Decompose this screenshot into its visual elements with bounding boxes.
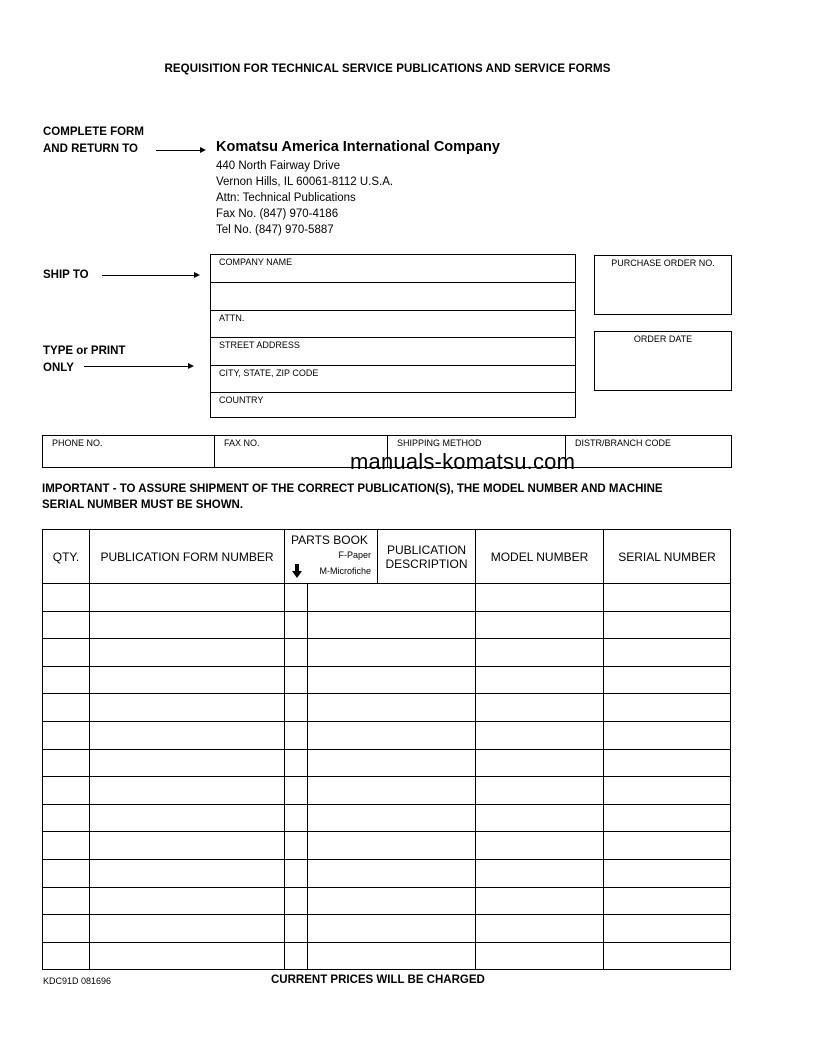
qty-cell[interactable] bbox=[43, 804, 90, 832]
description-cell[interactable] bbox=[308, 832, 476, 860]
form-number-cell[interactable] bbox=[90, 804, 285, 832]
form-number-cell[interactable] bbox=[90, 639, 285, 667]
table-row bbox=[43, 584, 731, 612]
table-row bbox=[43, 666, 731, 694]
model-number-cell[interactable] bbox=[476, 694, 604, 722]
form-number-cell[interactable] bbox=[90, 694, 285, 722]
table-row bbox=[43, 611, 731, 639]
table-row bbox=[43, 832, 731, 860]
price-notice: CURRENT PRICES WILL BE CHARGED bbox=[271, 974, 485, 986]
parts-book-type-cell[interactable] bbox=[285, 859, 308, 887]
parts-book-type-cell[interactable] bbox=[285, 694, 308, 722]
serial-number-cell[interactable] bbox=[604, 666, 731, 694]
parts-book-type-cell[interactable] bbox=[285, 611, 308, 639]
table-row bbox=[43, 639, 731, 667]
ship-to-label: SHIP TO bbox=[43, 269, 89, 281]
col-parts-book: PARTS BOOK F-Paper M-Microfiche bbox=[285, 530, 378, 584]
table-row bbox=[43, 749, 731, 777]
phone-field[interactable]: PHONE NO. bbox=[43, 436, 215, 467]
parts-book-type-cell[interactable] bbox=[285, 721, 308, 749]
qty-cell[interactable] bbox=[43, 859, 90, 887]
description-cell[interactable] bbox=[308, 694, 476, 722]
order-date-field[interactable]: ORDER DATE bbox=[594, 331, 732, 391]
description-cell[interactable] bbox=[308, 749, 476, 777]
purchase-order-field[interactable]: PURCHASE ORDER NO. bbox=[594, 255, 732, 315]
model-number-cell[interactable] bbox=[476, 887, 604, 915]
form-number-cell[interactable] bbox=[90, 832, 285, 860]
form-number-cell[interactable] bbox=[90, 749, 285, 777]
form-title: REQUISITION FOR TECHNICAL SERVICE PUBLICATIONS AND SERVICE FORMS bbox=[164, 63, 611, 75]
col-qty: QTY. bbox=[43, 530, 90, 584]
table-row bbox=[43, 777, 731, 805]
company-name: Komatsu America International Company bbox=[216, 139, 500, 155]
parts-book-type-cell[interactable] bbox=[285, 915, 308, 943]
description-cell[interactable] bbox=[308, 804, 476, 832]
model-number-cell[interactable] bbox=[476, 859, 604, 887]
qty-cell[interactable] bbox=[43, 915, 90, 943]
form-number-cell[interactable] bbox=[90, 721, 285, 749]
company-name-field[interactable]: COMPANY NAME bbox=[211, 255, 575, 283]
form-number-cell[interactable] bbox=[90, 942, 285, 970]
description-cell[interactable] bbox=[308, 942, 476, 970]
important-notice: IMPORTANT - TO ASSURE SHIPMENT OF THE CORRECT PUBLICATION(S), THE MODEL NUMBER AND MACHINE SERIAL NUMBER MUST BE SHOWN. bbox=[42, 483, 663, 511]
publication-table bbox=[42, 529, 731, 970]
model-number-cell[interactable] bbox=[476, 666, 604, 694]
col-serial: SERIAL NUMBER bbox=[604, 530, 731, 584]
table-row bbox=[43, 694, 731, 722]
parts-book-type-cell[interactable] bbox=[285, 832, 308, 860]
ship-to-box bbox=[210, 254, 576, 418]
model-number-cell[interactable] bbox=[476, 942, 604, 970]
type-or-print-label: TYPE or PRINT ONLY bbox=[43, 345, 126, 374]
form-number-cell[interactable] bbox=[90, 915, 285, 943]
city-state-zip-field[interactable]: CITY, STATE, ZIP CODE bbox=[211, 366, 575, 393]
description-cell[interactable] bbox=[308, 777, 476, 805]
complete-form-label: COMPLETE FORM AND RETURN TO bbox=[43, 126, 144, 155]
model-number-cell[interactable] bbox=[476, 721, 604, 749]
form-code: KDC91D 081696 bbox=[43, 976, 112, 986]
serial-number-cell[interactable] bbox=[604, 611, 731, 639]
model-number-cell[interactable] bbox=[476, 639, 604, 667]
qty-cell[interactable] bbox=[43, 584, 90, 612]
serial-number-cell[interactable] bbox=[604, 721, 731, 749]
shipping-method-field[interactable]: SHIPPING METHOD bbox=[388, 436, 566, 467]
model-number-cell[interactable] bbox=[476, 584, 604, 612]
serial-number-cell[interactable] bbox=[604, 887, 731, 915]
country-field[interactable]: COUNTRY bbox=[219, 395, 264, 405]
model-number-cell[interactable] bbox=[476, 804, 604, 832]
qty-cell[interactable] bbox=[43, 832, 90, 860]
serial-number-cell[interactable] bbox=[604, 749, 731, 777]
table-row bbox=[43, 887, 731, 915]
arrow-right-icon bbox=[102, 275, 198, 276]
attn-field[interactable]: ATTN. bbox=[211, 311, 575, 338]
parts-book-type-cell[interactable] bbox=[285, 942, 308, 970]
table-row bbox=[43, 859, 731, 887]
description-cell[interactable] bbox=[308, 611, 476, 639]
form-number-cell[interactable] bbox=[90, 859, 285, 887]
model-number-cell[interactable] bbox=[476, 749, 604, 777]
parts-book-type-cell[interactable] bbox=[285, 639, 308, 667]
description-cell[interactable] bbox=[308, 859, 476, 887]
serial-number-cell[interactable] bbox=[604, 777, 731, 805]
parts-book-type-cell[interactable] bbox=[285, 887, 308, 915]
table-row bbox=[43, 942, 731, 970]
qty-cell[interactable] bbox=[43, 887, 90, 915]
description-cell[interactable] bbox=[308, 639, 476, 667]
qty-cell[interactable] bbox=[43, 942, 90, 970]
model-number-cell[interactable] bbox=[476, 777, 604, 805]
model-number-cell[interactable] bbox=[476, 832, 604, 860]
table-row bbox=[43, 915, 731, 943]
serial-number-cell[interactable] bbox=[604, 584, 731, 612]
description-cell[interactable] bbox=[308, 887, 476, 915]
qty-cell[interactable] bbox=[43, 777, 90, 805]
return-address: 440 North Fairway Drive Vernon Hills, IL 60061-8112 U.S.A. Attn: Technical Publications Fax No. (847) 970-4186 Tel No. (847) 970-5887 bbox=[216, 160, 394, 236]
parts-book-type-cell[interactable] bbox=[285, 666, 308, 694]
model-number-cell[interactable] bbox=[476, 915, 604, 943]
description-cell[interactable] bbox=[308, 584, 476, 612]
parts-book-type-cell[interactable] bbox=[285, 777, 308, 805]
arrow-right-icon bbox=[156, 150, 204, 151]
serial-number-cell[interactable] bbox=[604, 804, 731, 832]
parts-book-type-cell[interactable] bbox=[285, 749, 308, 777]
col-description: PUBLICATION DESCRIPTION bbox=[378, 530, 476, 584]
form-number-cell[interactable] bbox=[90, 611, 285, 639]
description-cell[interactable] bbox=[308, 915, 476, 943]
arrow-down-icon bbox=[292, 564, 302, 578]
serial-number-cell[interactable] bbox=[604, 832, 731, 860]
form-number-cell[interactable] bbox=[90, 666, 285, 694]
serial-number-cell[interactable] bbox=[604, 639, 731, 667]
parts-book-type-cell[interactable] bbox=[285, 584, 308, 612]
col-model: MODEL NUMBER bbox=[476, 530, 604, 584]
fax-field[interactable]: FAX NO. bbox=[215, 436, 388, 467]
qty-cell[interactable] bbox=[43, 721, 90, 749]
serial-number-cell[interactable] bbox=[604, 942, 731, 970]
qty-cell[interactable] bbox=[43, 666, 90, 694]
street-address-field[interactable]: STREET ADDRESS bbox=[211, 338, 575, 366]
qty-cell[interactable] bbox=[43, 749, 90, 777]
parts-book-type-cell[interactable] bbox=[285, 804, 308, 832]
col-form-number: PUBLICATION FORM NUMBER bbox=[90, 530, 285, 584]
description-cell[interactable] bbox=[308, 666, 476, 694]
qty-cell[interactable] bbox=[43, 611, 90, 639]
model-number-cell[interactable] bbox=[476, 611, 604, 639]
arrow-right-icon bbox=[84, 366, 192, 367]
form-number-cell[interactable] bbox=[90, 584, 285, 612]
table-row bbox=[43, 804, 731, 832]
serial-number-cell[interactable] bbox=[604, 915, 731, 943]
form-number-cell[interactable] bbox=[90, 887, 285, 915]
watermark: manuals-komatsu.com bbox=[350, 449, 576, 474]
company-name-field-line2[interactable] bbox=[211, 283, 575, 311]
serial-number-cell[interactable] bbox=[604, 859, 731, 887]
qty-cell[interactable] bbox=[43, 694, 90, 722]
serial-number-cell[interactable] bbox=[604, 694, 731, 722]
branch-code-field[interactable]: DISTR/BRANCH CODE bbox=[575, 438, 672, 448]
form-number-cell[interactable] bbox=[90, 777, 285, 805]
description-cell[interactable] bbox=[308, 721, 476, 749]
qty-cell[interactable] bbox=[43, 639, 90, 667]
table-row bbox=[43, 721, 731, 749]
